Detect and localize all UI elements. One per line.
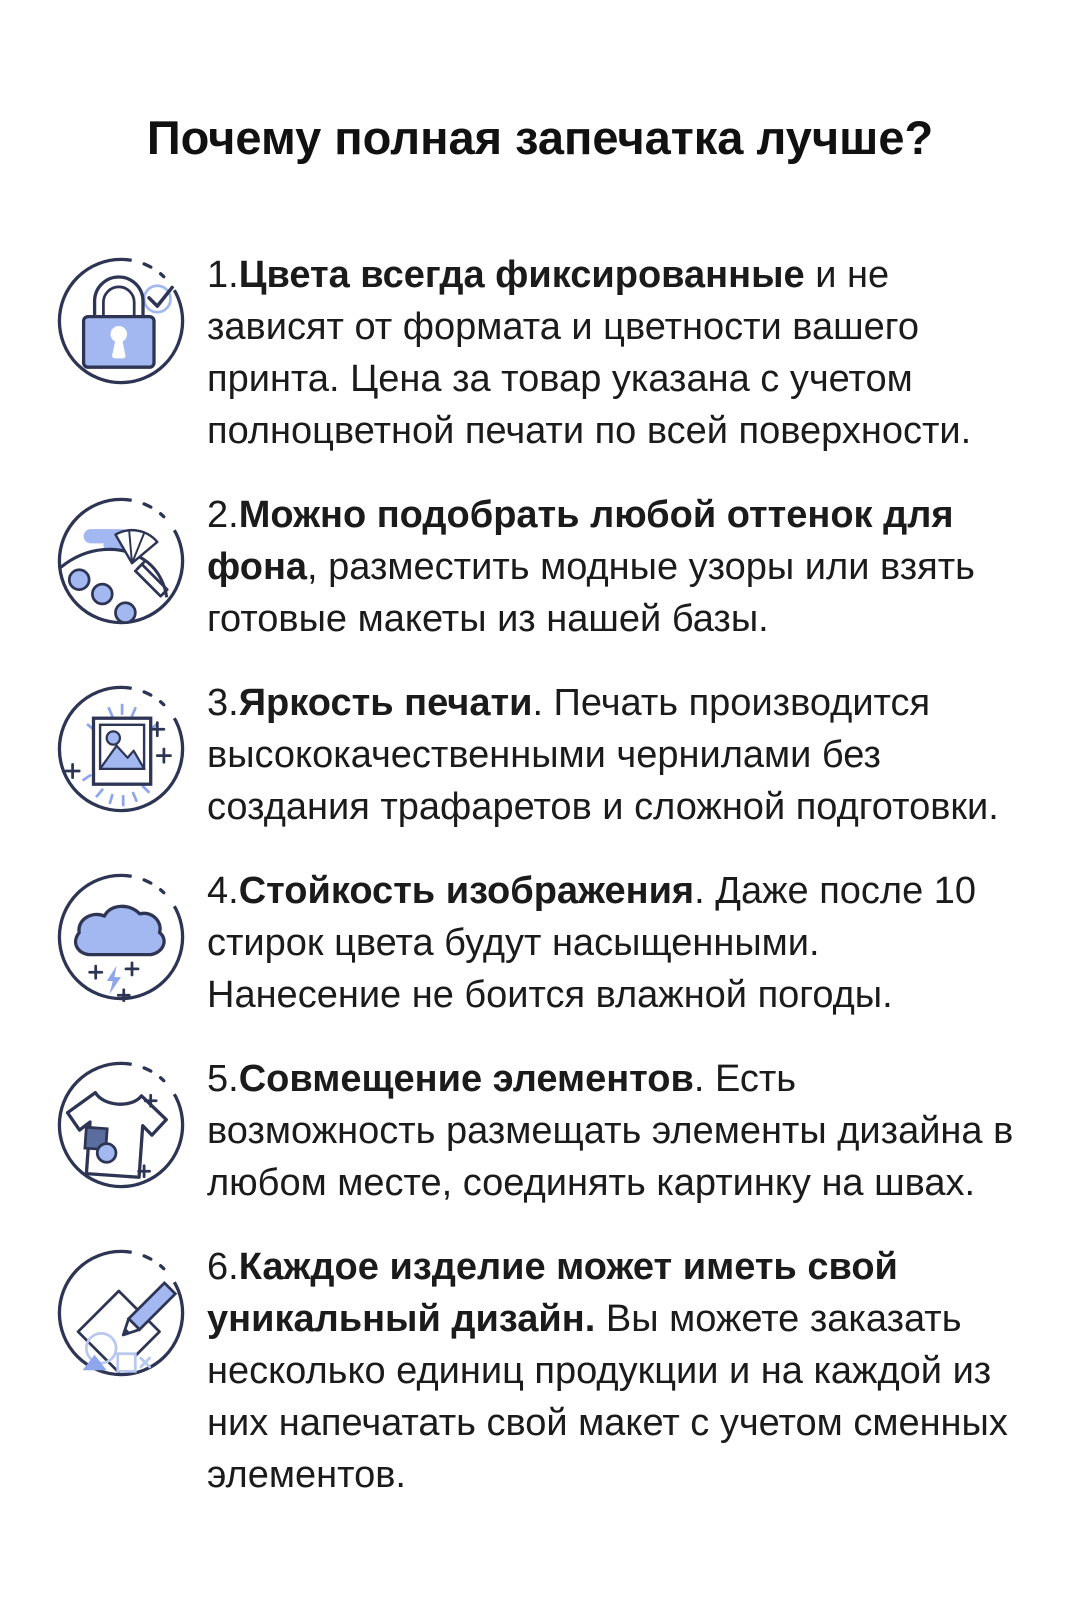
benefit-number: 6. xyxy=(207,1246,239,1288)
benefit-text xyxy=(207,865,1017,1021)
benefit-text xyxy=(207,1241,1017,1501)
benefit-text xyxy=(207,1053,1017,1209)
benefit-lead: Совмещение элементов xyxy=(238,1058,694,1100)
benefit-number: 3. xyxy=(207,682,239,724)
benefit-body: , разместить модные узоры или взять готовые макеты из нашей базы. xyxy=(207,546,975,640)
benefit-body: Вы можете заказать несколько единиц продукции и на каждой из них напечатать свой макет с учетом сменных элементов. xyxy=(207,1298,1008,1496)
benefit-item xyxy=(55,1053,1030,1209)
storm-cloud-icon xyxy=(55,871,187,1003)
page-title: Почему полная запечатка лучше? xyxy=(146,111,934,164)
benefits-list xyxy=(0,249,1080,1501)
benefit-lead: Каждое изделие может иметь свой уникальный дизайн. xyxy=(207,1246,898,1340)
benefit-lead: Стойкость изображения xyxy=(238,870,695,912)
shining-picture-icon xyxy=(55,683,187,815)
benefit-item xyxy=(55,1241,1030,1501)
benefit-item xyxy=(55,865,1030,1021)
benefit-number: 5. xyxy=(207,1058,239,1100)
benefit-lead: Можно подобрать любой оттенок для фона xyxy=(207,494,954,588)
benefit-body: и не зависят от формата и цветности вашего принта. Цена за товар указана с учетом полноцветной печати по всей поверхности. xyxy=(207,254,972,452)
benefit-item xyxy=(55,249,1030,457)
tshirt-print-icon xyxy=(55,1059,187,1191)
benefit-body: . Есть возможность размещать элементы дизайна в любом месте, соединять картинку на швах. xyxy=(207,1058,1014,1204)
benefit-body: . Печать производится высококачественными чернилами без создания трафаретов и сложной подготовки. xyxy=(207,682,999,828)
lock-check-icon xyxy=(55,255,187,387)
benefit-item xyxy=(55,677,1030,833)
benefit-item xyxy=(55,489,1030,645)
benefit-number: 2. xyxy=(207,494,239,536)
benefit-lead: Цвета всегда фиксированные xyxy=(238,254,805,296)
benefit-body: . Даже после 10 стирок цвета будут насыщенными. Нанесение не боится влажной погоды. xyxy=(207,870,977,1016)
benefit-number: 4. xyxy=(207,870,239,912)
benefit-lead: Яркость печати xyxy=(238,682,533,724)
palette-brush-icon xyxy=(55,495,187,627)
benefit-text xyxy=(207,677,1017,833)
pencil-design-icon xyxy=(55,1247,187,1379)
benefit-text xyxy=(207,489,1017,645)
benefit-text xyxy=(207,249,1017,457)
benefit-number: 1. xyxy=(207,254,239,296)
